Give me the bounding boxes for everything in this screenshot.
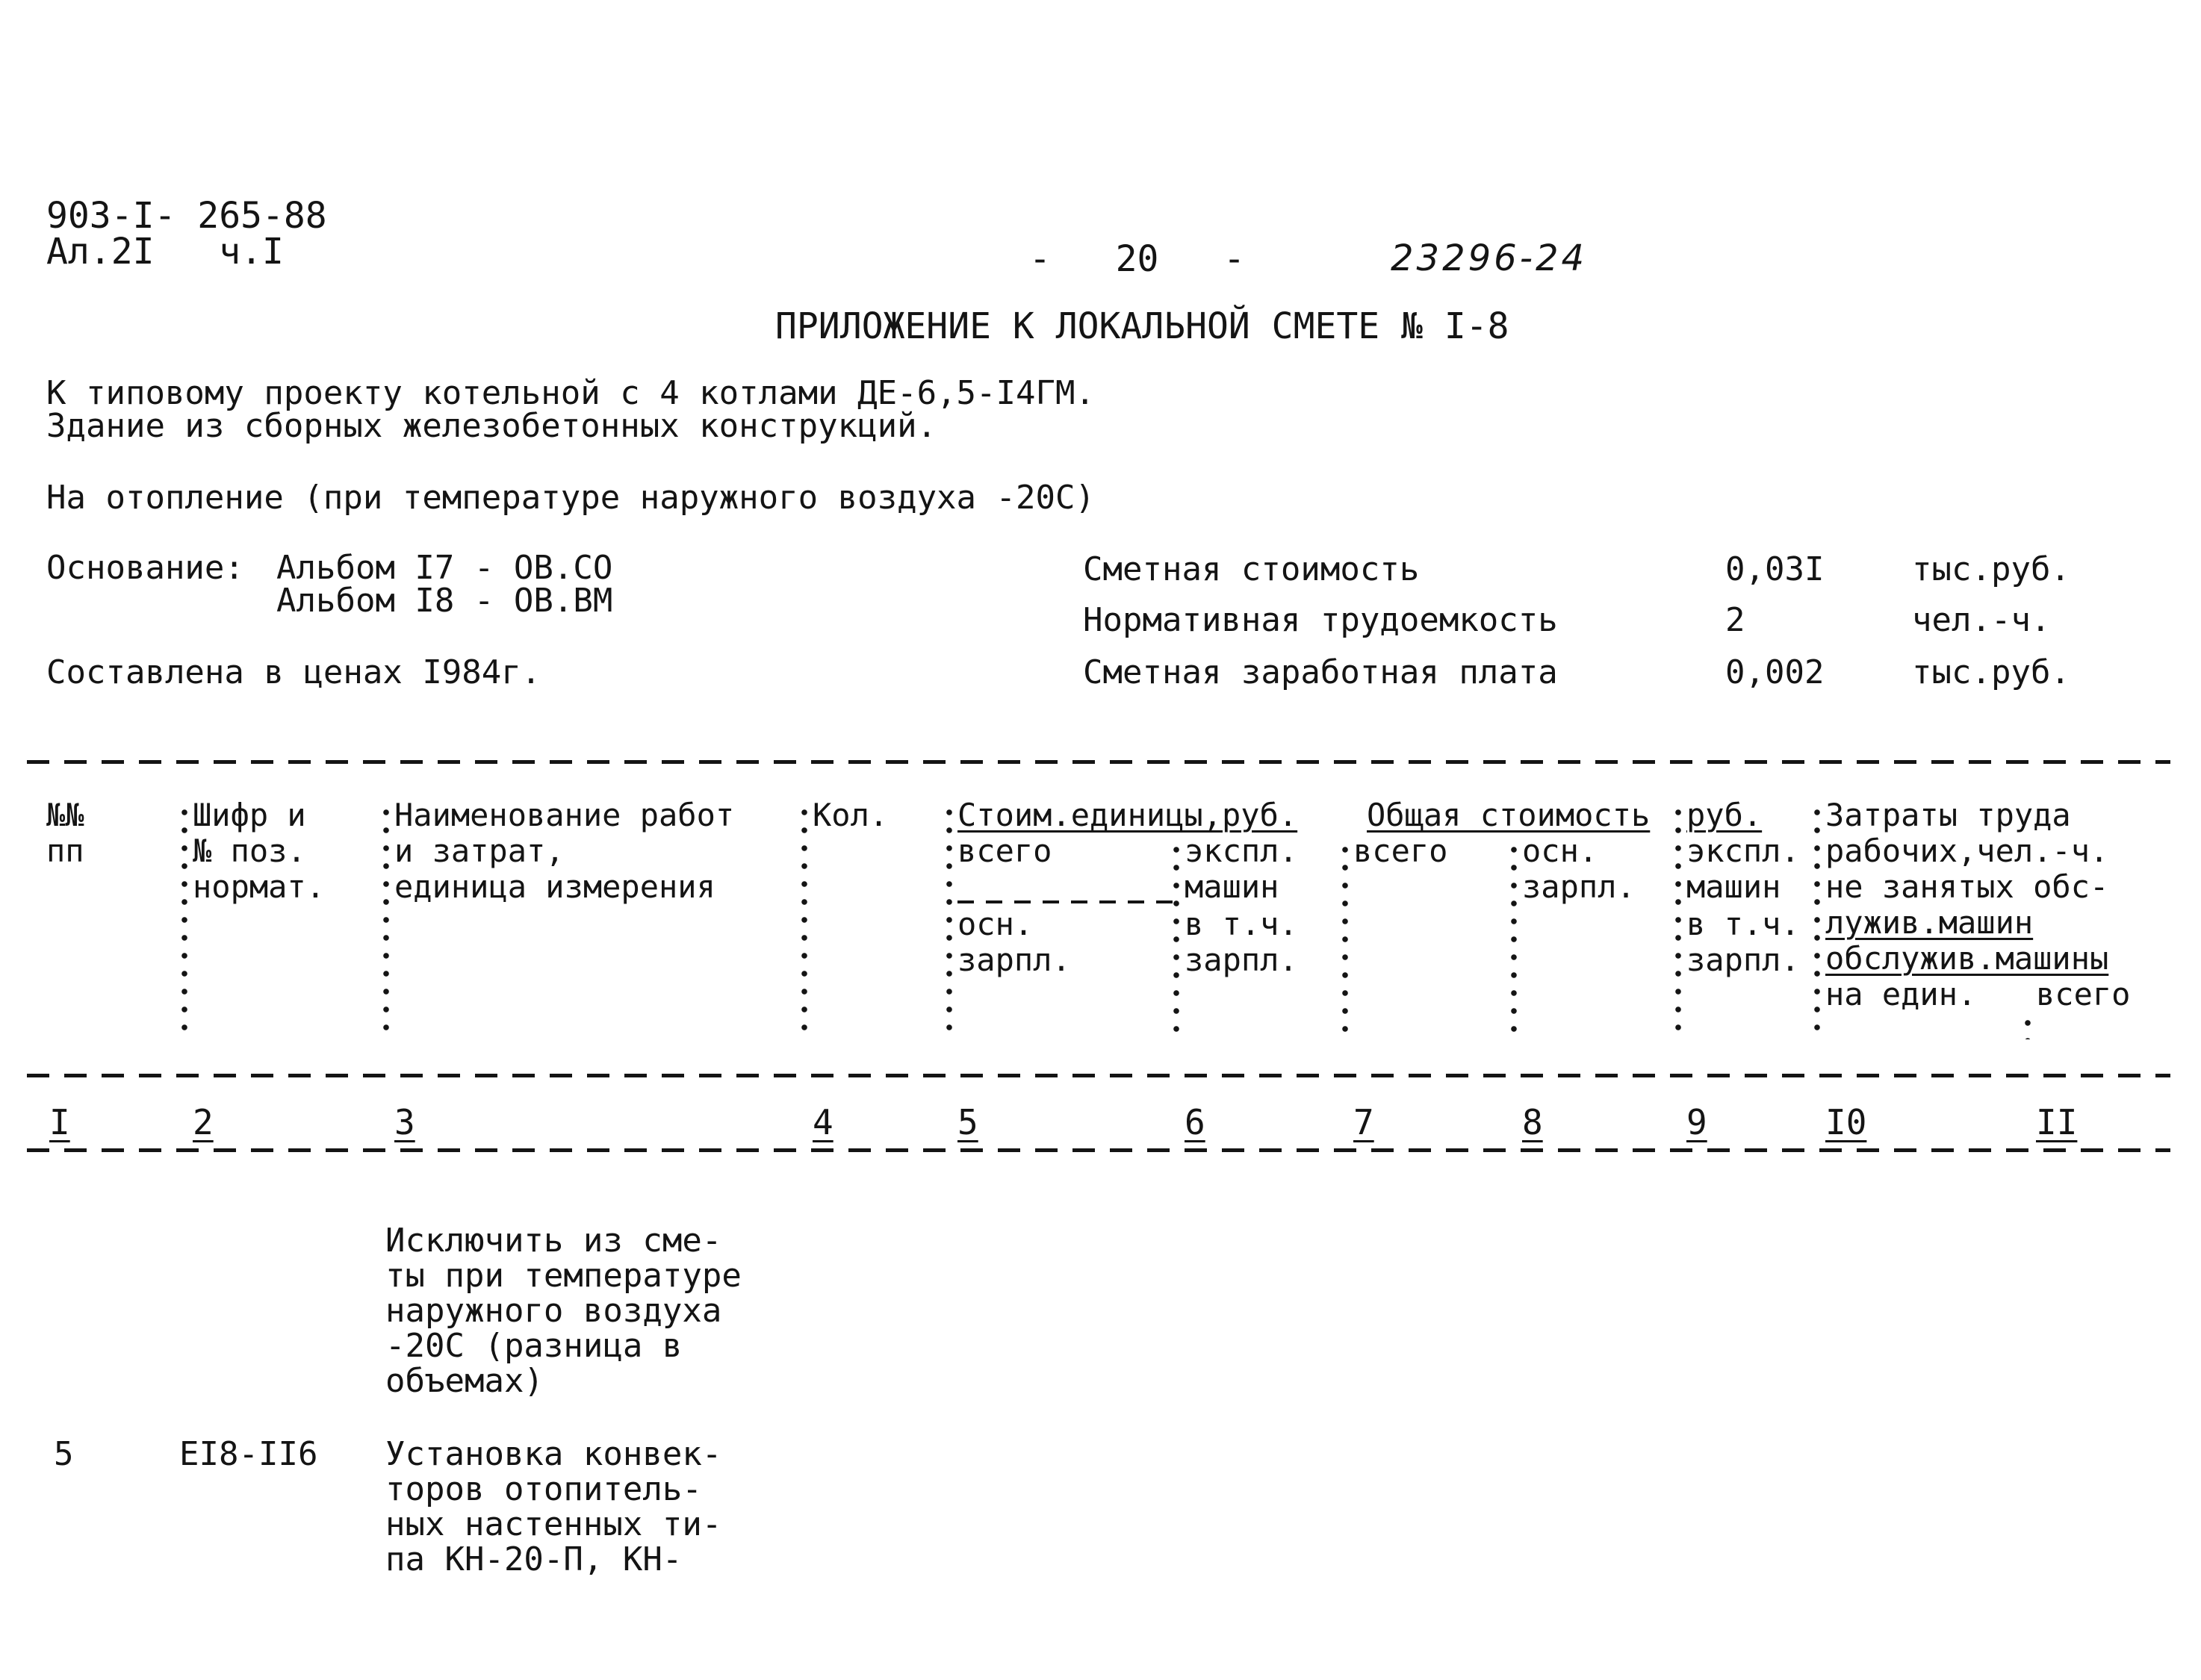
intro-line-project: К типовому проекту котельной с 4 котлами ДЕ-6,5-I4ГМ. (46, 374, 1095, 412)
header-rub: руб. (1686, 797, 1763, 833)
row-description: Исключить из сме- ты при температуре наружного воздуха -20С (разница в объемах) (385, 1222, 742, 1400)
basis-album-2: Альбом I8 - ОВ.ВМ (276, 582, 613, 620)
column-number: 7 (1353, 1102, 1374, 1142)
column-number: 2 (193, 1102, 214, 1142)
column-number: 8 (1522, 1102, 1543, 1142)
header-unit-cost: Стоим.единицы,руб. (957, 797, 1298, 833)
column-separator (1813, 803, 1821, 1039)
document-code: 903-I- 265-88 (46, 195, 327, 237)
header-work-name: Наименование работ и затрат, единица измерения (394, 797, 735, 905)
header-inner-dashed-line (957, 900, 1174, 903)
column-number: 3 (394, 1102, 415, 1142)
column-separator (1674, 803, 1682, 1039)
column-separator (382, 803, 390, 1039)
summary-unit: тыс.руб. (1912, 653, 2070, 691)
prices-basis: Составлена в ценах I984г. (46, 653, 541, 691)
basis-album-1: Альбом I7 - ОВ.СО (276, 549, 613, 587)
header-row-number: №№ пп (46, 797, 84, 869)
column-separator (1341, 841, 1349, 1039)
summary-label: Нормативная трудоемкость (1083, 601, 1558, 639)
column-numbers-dashed-line (27, 1148, 2170, 1152)
album-part: Ал.2I ч.I (46, 231, 284, 273)
header-labor-not-busy: не занятых обс- (1825, 868, 2109, 905)
intro-line-heating: На отопление (при температуре наружного воздуха -20С) (46, 479, 1095, 517)
header-labor-total: всего (2036, 976, 2131, 1012)
header-total-all: всего (1353, 833, 1448, 869)
summary-label: Сметная стоимость (1083, 550, 1420, 588)
column-number: 4 (813, 1102, 833, 1142)
intro-line-building: Здание из сборных железобетонных конструкций. (46, 407, 937, 445)
column-number: I0 (1825, 1102, 1867, 1142)
page-number: - 20 - (1029, 238, 1245, 280)
summary-unit: тыс.руб. (1912, 550, 2070, 588)
header-labor-machine-service: лужив.машин (1825, 904, 2034, 941)
header-labor-costs: Затраты труда (1825, 797, 2071, 833)
header-unit-machines: экспл. машин (1185, 833, 1298, 905)
summary-value: 2 (1725, 601, 1745, 639)
column-number: I (49, 1102, 70, 1142)
column-number: 9 (1686, 1102, 1707, 1142)
row-description: Установка конвек- торов отопитель- ных настенных ти- па КН-20-П, КН- (385, 1435, 722, 1578)
column-separator (1173, 841, 1180, 1039)
header-labor-per-unit: на един. (1825, 976, 1977, 1012)
row-code: EI8-II6 (179, 1435, 318, 1473)
column-separator (181, 803, 188, 1039)
column-number: 6 (1185, 1102, 1205, 1142)
header-labor-workers: рабочих,чел.-ч. (1825, 833, 2109, 869)
header-total-machine-wages: в т.ч. зарпл. (1686, 906, 1800, 978)
header-quantity: Кол. (813, 797, 889, 833)
column-separator (801, 803, 808, 1039)
header-unit-machine-wages: в т.ч. зарпл. (1185, 906, 1298, 978)
header-total-machines: экспл. машин (1686, 833, 1800, 905)
table-top-dashed-line (27, 760, 2170, 764)
table-header-bottom-dashed-line (27, 1074, 2170, 1077)
header-code: Шифр и № поз. нормат. (193, 797, 326, 905)
column-number: 5 (957, 1102, 978, 1142)
column-separator (2024, 1014, 2031, 1039)
column-separator (946, 803, 953, 1039)
summary-unit: чел.-ч. (1912, 601, 2051, 639)
summary-value: 0,002 (1725, 653, 1825, 691)
summary-value: 0,03I (1725, 550, 1825, 588)
handwritten-stamp-number: 23296-24 (1391, 237, 1588, 279)
basis-label: Основание: (46, 549, 244, 587)
summary-label: Сметная заработная плата (1083, 653, 1558, 691)
header-unit-wages: осн. зарпл. (957, 906, 1071, 978)
header-total-wages: осн. зарпл. (1522, 833, 1636, 905)
column-number: II (2036, 1102, 2078, 1142)
row-number: 5 (54, 1435, 74, 1473)
header-unit-total: всего (957, 833, 1052, 869)
header-labor-serving-machines: обслужив.машины (1825, 940, 2109, 977)
header-total-cost: Общая стоимость (1367, 797, 1651, 833)
page-title: ПРИЛОЖЕНИЕ К ЛОКАЛЬНОЙ СМЕТЕ № I-8 (775, 305, 1509, 347)
column-separator (1510, 841, 1518, 1039)
